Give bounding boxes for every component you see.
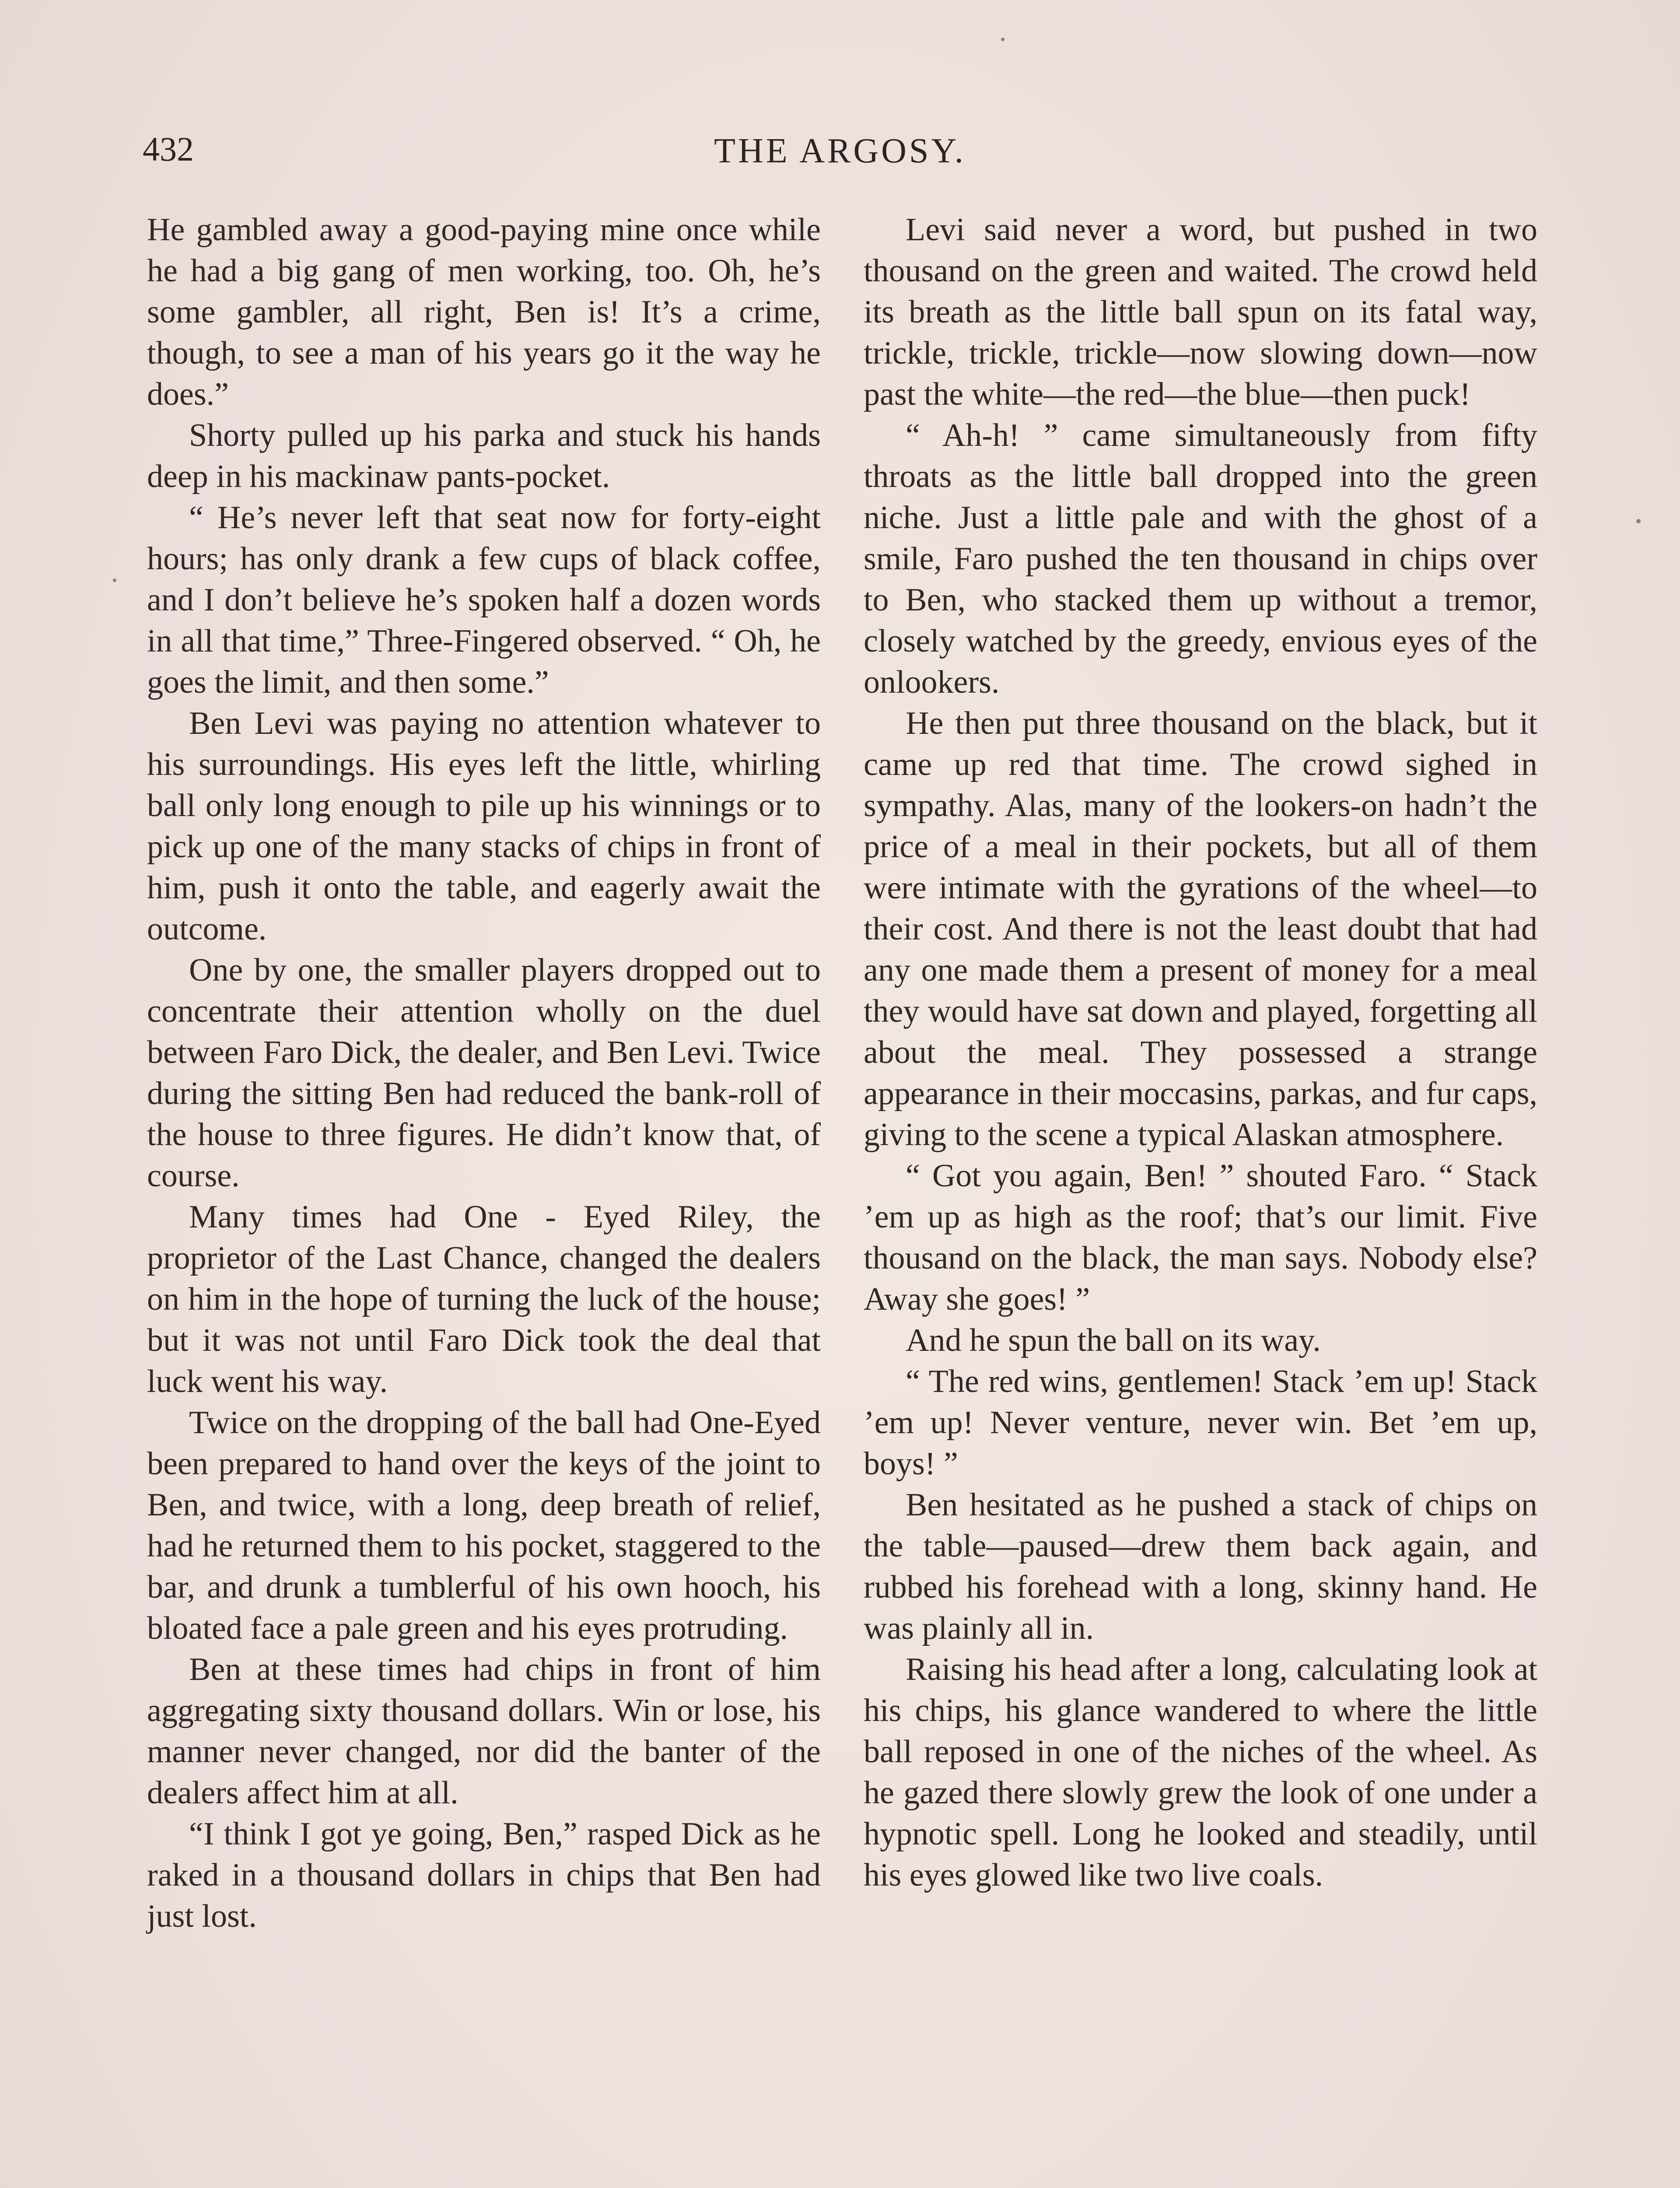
right-column xyxy=(864,209,1537,1896)
paragraph: “ The red wins, gentlemen! Stack ’em up! Stack ’em up! Never venture, never win. Bet ’em up, boys! ” xyxy=(864,1364,1537,1482)
paragraph: One by one, the smaller players dropped out to concentrate their attention wholly on the duel between Faro Dick, the dealer, and Ben Levi. Twice during the sitting Ben had reduced the bank-roll of the house to three figures. He didn’t know that, of course. xyxy=(147,952,821,1194)
paragraph: Many times had One - Eyed Riley, the proprietor of the Last Chance, changed the dealers on him in the hope of turning the luck of the house; but it was not until Faro Dick took the deal that luck went his way. xyxy=(147,1199,821,1399)
paragraph: “ Ah-h! ” came simultaneously from fifty throats as the little ball dropped into the green niche. Just a little pale and with the ghost of a smile, Faro pushed the ten thousand in chips over to Ben, who stacked them up without a tremor, closely watched by the greedy, envious eyes of the onlookers. xyxy=(864,417,1537,700)
paragraph: Ben Levi was paying no attention whatever to his surroundings. His eyes left the little, whirling ball only long enough to pile up his winnings or to pick up one of the many stacks of chips in front of him, push it onto the table, and eagerly await the outcome. xyxy=(147,705,821,947)
running-head: THE ARGOSY. xyxy=(714,132,966,170)
left-column xyxy=(147,209,821,1937)
paragraph: And he spun the ball on its way. xyxy=(906,1322,1321,1358)
print-speck xyxy=(1636,519,1641,523)
paragraph: He gambled away a good-paying mine once while he had a big gang of men working, too. Oh, he’s some gambler, all right, Ben is! It’s a crime, though, to see a man of his years go it the way he does.” xyxy=(147,212,821,412)
paragraph: Levi said never a word, but pushed in two thousand on the green and waited. The crowd held its breath as the little ball spun on its fatal way, trickle, trickle, trickle—now slowing down—now past the white—the red—the blue—then puck! xyxy=(864,212,1537,412)
paragraph: “ Got you again, Ben! ” shouted Faro. “ Stack ’em up as high as the roof; that’s our limit. Five thousand on the black, the man says. Nobody else? Away she goes! ” xyxy=(864,1158,1537,1317)
print-speck xyxy=(113,579,116,582)
paragraph: Raising his head after a long, calculating look at his chips, his glance wandered to where the little ball reposed in one of the niches of the wheel. As he gazed there slowly grew the look of one under a hypnotic spell. Long he looked and steadily, until his eyes glowed like two live coals. xyxy=(864,1652,1537,1893)
paragraph: “ He’s never left that seat now for forty-eight hours; has only drank a few cups of black coffee, and I don’t believe he’s spoken half a dozen words in all that time,” Three-Fingered observed. “ Oh, he goes the limit, and then some.” xyxy=(147,500,821,700)
print-speck xyxy=(1001,38,1004,41)
page-number: 432 xyxy=(143,130,194,168)
paragraph: Shorty pulled up his parka and stuck his hands deep in his mackinaw pants-pocket. xyxy=(147,417,821,494)
paragraph: “I think I got ye going, Ben,” rasped Dick as he raked in a thousand dollars in chips that Ben had just lost. xyxy=(147,1816,821,1934)
paragraph: Ben hesitated as he pushed a stack of chips on the table—paused—drew them back again, and rubbed his forehead with a long, skinny hand. He was plainly all in. xyxy=(864,1487,1537,1646)
paragraph: He then put three thousand on the black, but it came up red that time. The crowd sighed in sympathy. Alas, many of the lookers-on hadn’t the price of a meal in their pockets, but all of them were intimate with the gyrations of the wheel—to their cost. And there is not the least doubt that had any one made them a present of money for a meal they would have sat down and played, forgetting all about the meal. They possessed a strange appearance in their moccasins, parkas, and fur caps, giving to the scene a typical Alaskan atmosphere. xyxy=(864,705,1537,1153)
paragraph: Twice on the dropping of the ball had One-Eyed been prepared to hand over the keys of the joint to Ben, and twice, with a long, deep breath of relief, had he returned them to his pocket, staggered to the bar, and drunk a tumblerful of his own hooch, his bloated face a pale green and his eyes protruding. xyxy=(147,1405,821,1646)
paragraph: Ben at these times had chips in front of him aggregating sixty thousand dollars. Win or lose, his manner never changed, nor did the banter of the dealers affect him at all. xyxy=(147,1652,821,1811)
